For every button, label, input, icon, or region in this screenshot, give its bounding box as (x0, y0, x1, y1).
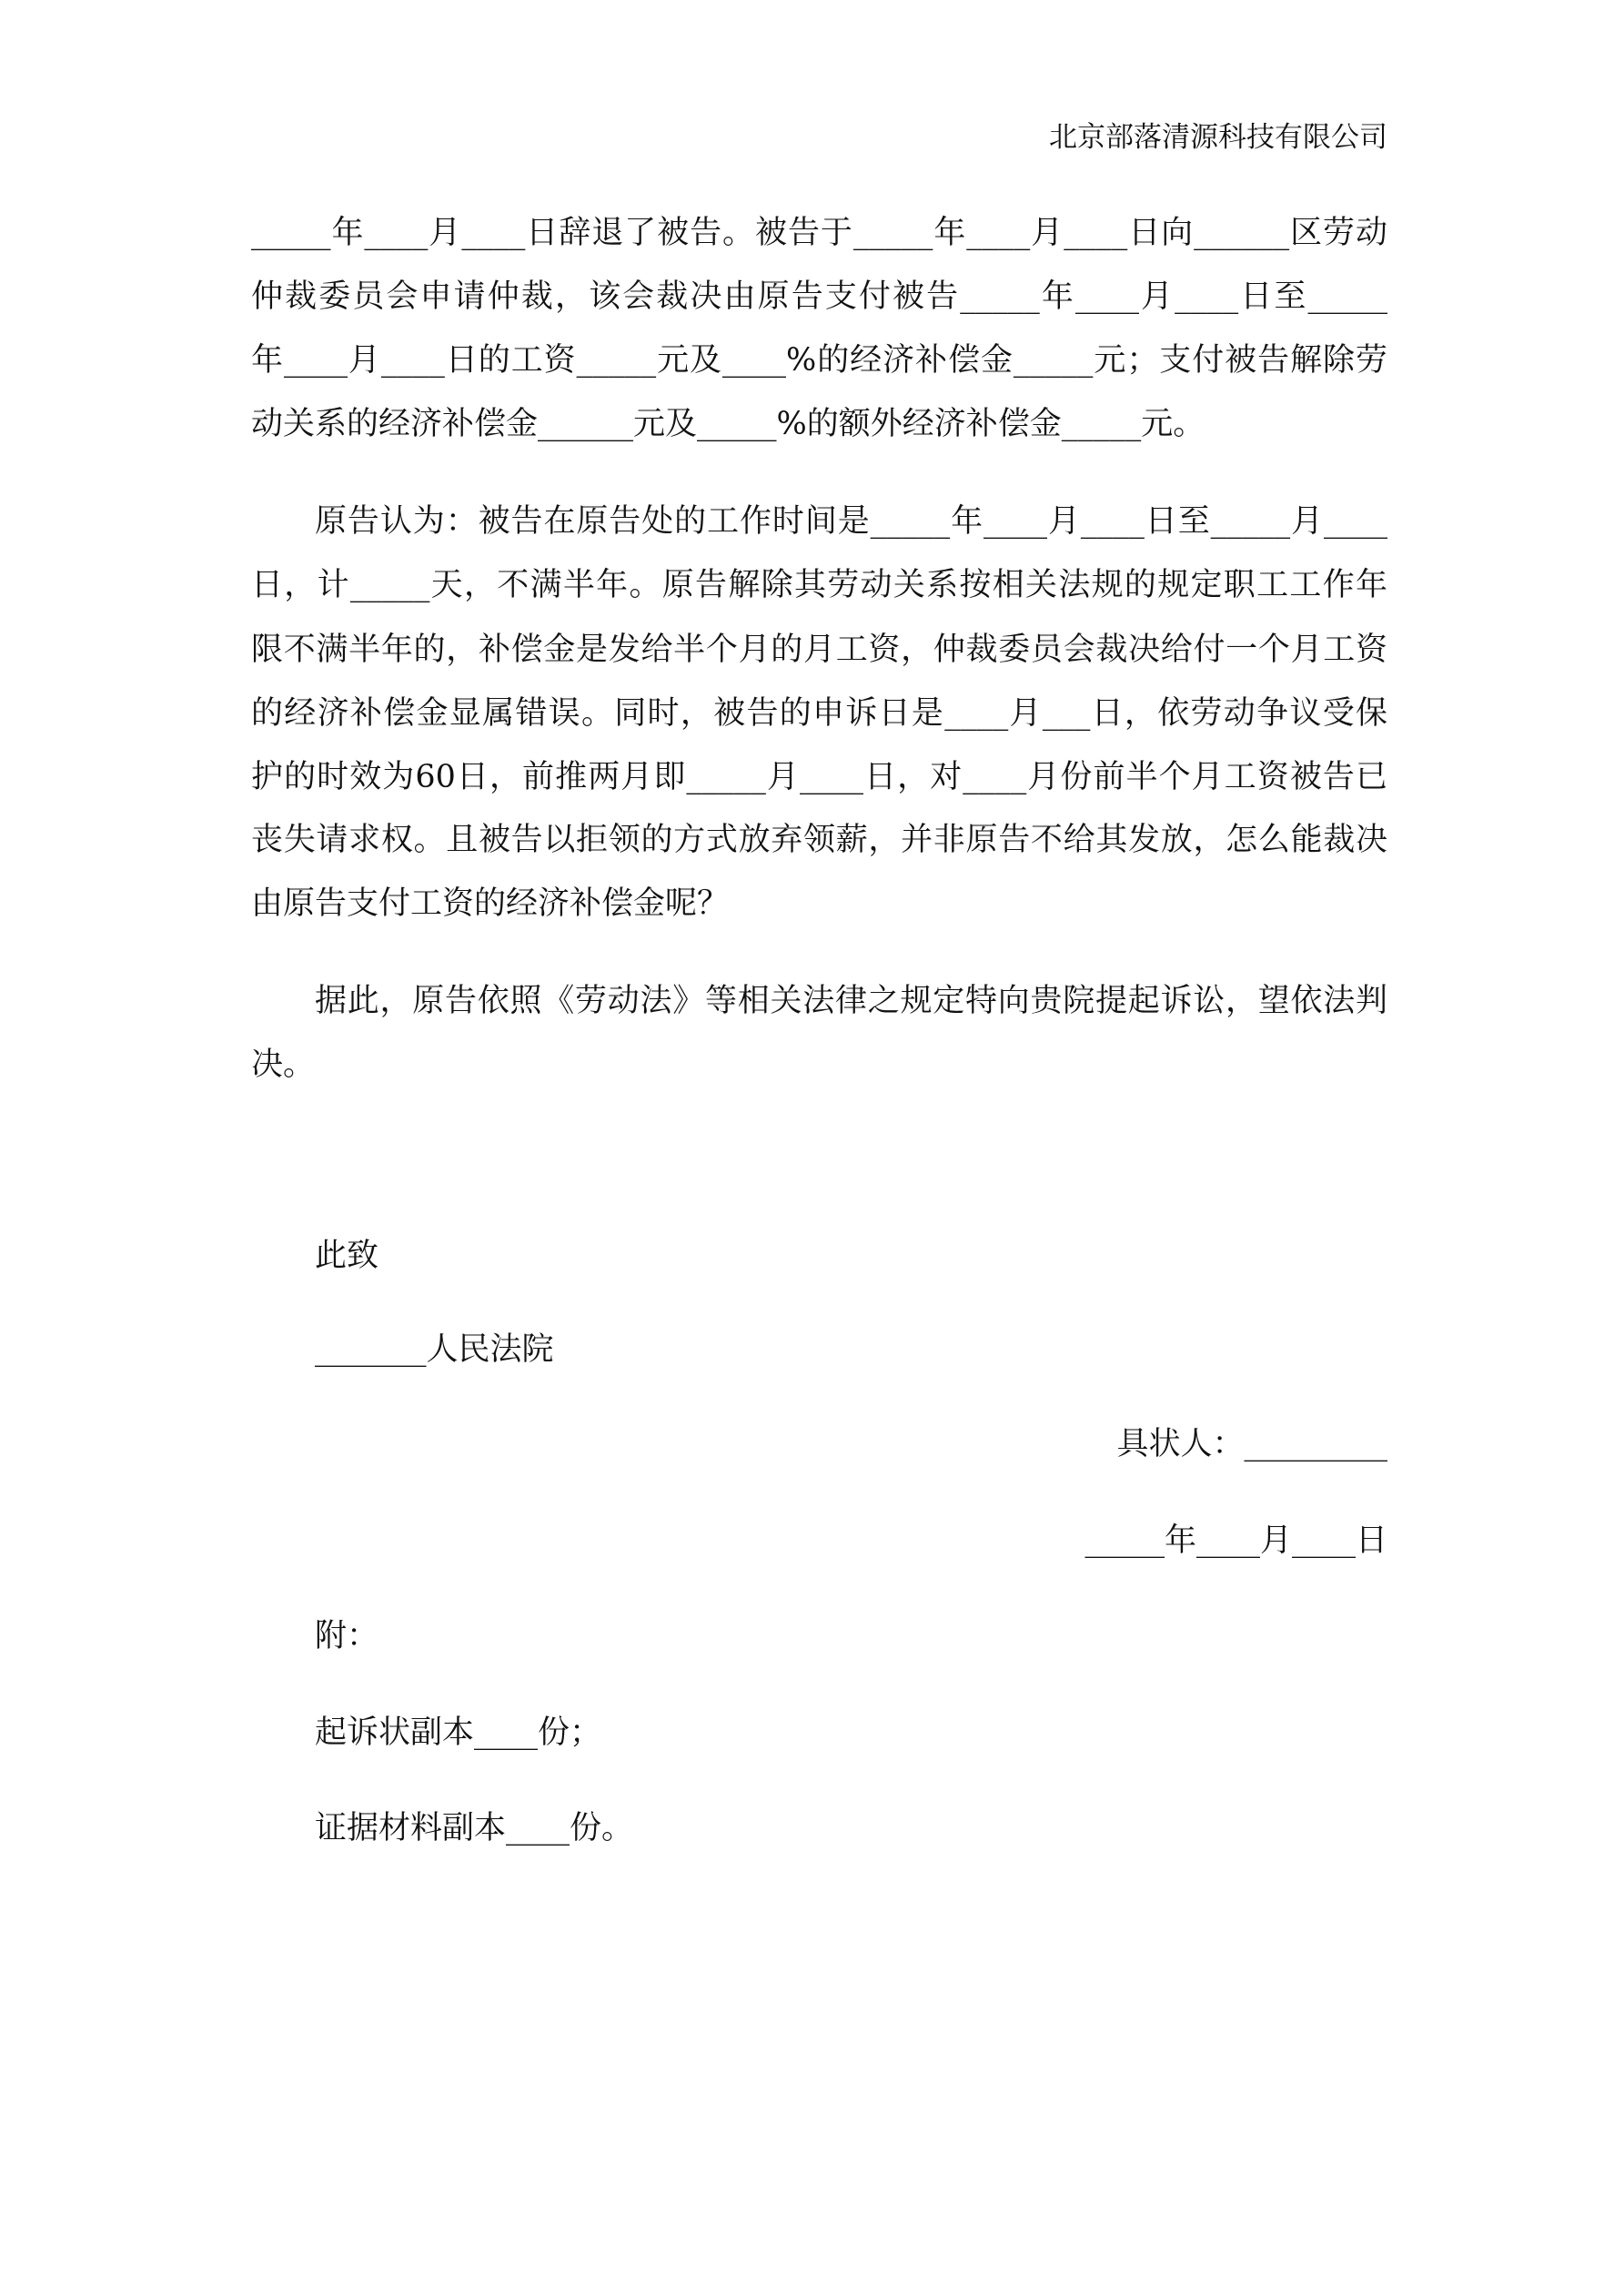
text-line: 由原告支付工资的经济补偿金呢？ (251, 885, 730, 922)
text-line: 日，计_____天，不满半年。原告解除其劳动关系按相关法规的规定职工工作年 (251, 567, 1387, 603)
attachment-item: 证据材料副本____份。 (315, 1810, 634, 1846)
text-line: 仲裁委员会申请仲裁，该会裁决由原告支付被告_____年____月____日至_____ (251, 278, 1387, 315)
text-line: 护的时效为60日，前推两月即_____月____日，对____月份前半个月工资被告已 (251, 759, 1387, 795)
attachment-item: 起诉状副本____份； (315, 1714, 602, 1751)
date-line: _____年____月____日 (1084, 1522, 1387, 1559)
text-line: 原告认为：被告在原告处的工作时间是_____年____月____日至_____月____ (315, 503, 1387, 540)
text-line: _____年____月____日辞退了被告。被告于_____年____月____日向______区劳动 (251, 215, 1387, 251)
company-header: 北京部落清源科技有限公司 (1049, 121, 1387, 154)
text-line: 年____月____日的工资_____元及____%的经济补偿金_____元；支付被告解除劳 (251, 342, 1387, 379)
text-line: 的经济补偿金显属错误。同时，被告的申诉日是____月___日，依劳动争议受保 (251, 695, 1387, 732)
text-line: 据此，原告依照《劳动法》等相关法律之规定特向贵院提起诉讼，望依法判 (315, 983, 1387, 1019)
signer-line: 具状人：_________ (1116, 1426, 1387, 1462)
attachments-label: 附： (315, 1618, 379, 1654)
salutation: 此致 (315, 1238, 379, 1274)
text-line: 限不满半年的，补偿金是发给半个月的月工资，仲裁委员会裁决给付一个月工资 (251, 632, 1387, 668)
court-name: _______人民法院 (315, 1331, 554, 1368)
text-line: 动关系的经济补偿金______元及_____%的额外经济补偿金_____元。 (251, 406, 1205, 442)
text-line: 决。 (251, 1047, 316, 1083)
text-line: 丧失请求权。且被告以拒领的方式放弃领薪，并非原告不给其发放，怎么能裁决 (251, 822, 1387, 858)
